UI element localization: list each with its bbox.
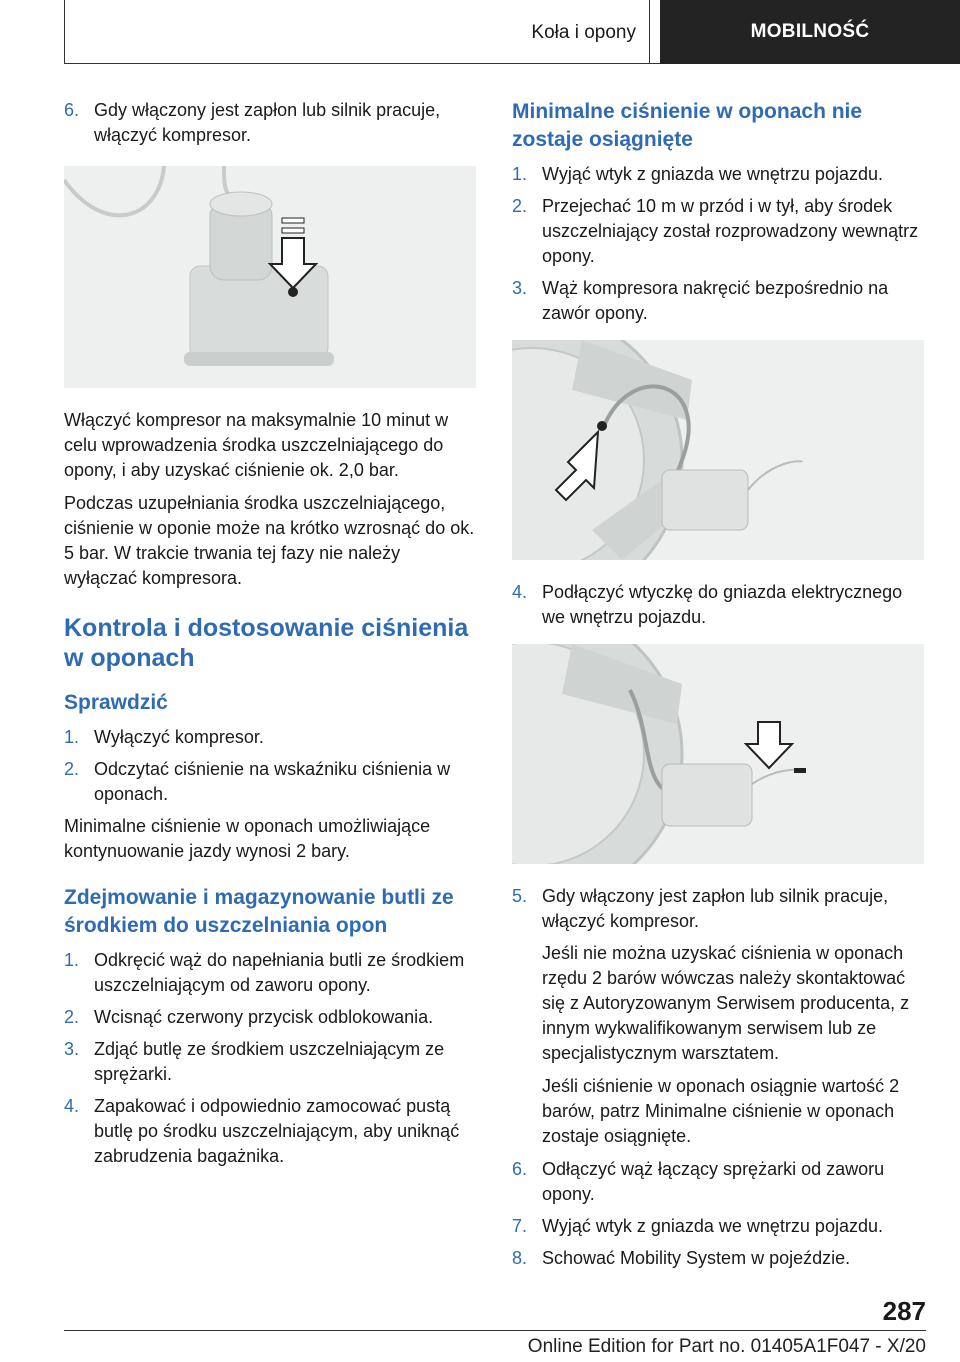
figure-plug-to-socket xyxy=(512,644,924,864)
step-text: Wyjąć wtyk z gniazda we wnętrzu pojazdu. xyxy=(542,1216,883,1236)
min-step-5 xyxy=(512,884,924,934)
step-number: 6. xyxy=(64,100,80,120)
compressor-illustration xyxy=(64,166,476,388)
step-text: Wyłączyć kompresor. xyxy=(94,727,264,747)
paragraph-compressor-time: Włączyć kompresor na maksymalnie 10 minut w celu wprowadzenia środka uszczelniającego do opony, i aby uzyskać ciśnienie ok. 2,0 bar. xyxy=(64,410,449,480)
check-step-2 xyxy=(64,757,476,807)
min-step-3 xyxy=(512,276,924,326)
step-number: 7. xyxy=(512,1216,528,1236)
right-column xyxy=(512,98,924,1278)
step-number: 8. xyxy=(512,1248,528,1268)
heading-check: Sprawdzić xyxy=(64,691,168,714)
step-text: Zdjąć butlę ze środkiem uszczelniającym ze sprężarki. xyxy=(94,1039,445,1084)
step-number: 4. xyxy=(512,582,528,602)
step-text: Gdy włączony jest zapłon lub silnik pracuje, włączyć kompresor. xyxy=(542,886,889,931)
remove-step-1 xyxy=(64,948,476,998)
heading-remove-bottle: Zdejmowanie i magazynowanie butli ze środkiem do uszczelniania opon xyxy=(64,886,454,937)
step-text: Podłączyć wtyczkę do gniazda elektrycznego we wnętrzu pojazdu. xyxy=(542,582,903,627)
remove-step-2 xyxy=(64,1005,476,1030)
header-chapter-tab: MOBILNOŚĆ xyxy=(660,0,960,64)
step-6-left xyxy=(64,98,476,148)
figure-compressor xyxy=(64,166,476,388)
step-number: 6. xyxy=(512,1159,528,1179)
hose-valve-illustration xyxy=(512,340,924,560)
paragraph-min-pressure: Minimalne ciśnienie w oponach umożliwiające kontynuowanie jazdy wynosi 2 bary. xyxy=(64,816,431,861)
footer-edition: Online Edition for Part no. 01405A1F047 - X/20 xyxy=(527,1336,926,1357)
step-text: Wąż kompresora nakręcić bezpośrednio na zawór opony. xyxy=(542,278,889,323)
step-number: 2. xyxy=(512,196,528,216)
step-text: Odkręcić wąż do napełniania butli ze środkiem uszczelniającym od zaworu opony. xyxy=(94,950,465,995)
step-5-note-contact-service: Jeśli nie można uzyskać ciśnienia w oponach rzędu 2 barów wówczas należy skontaktować się z Autoryzowanym Serwisem producenta, z innym wykwalifikowanym serwisem lub ze specjalistycznym warsztatem. xyxy=(542,943,910,1063)
figure-hose-to-valve xyxy=(512,340,924,560)
heading-control-pressure: Kontrola i dostosowanie ciśnienia w oponach xyxy=(64,614,469,672)
footer-rule xyxy=(64,1330,926,1331)
step-text: Wcisnąć czerwony przycisk odblokowania. xyxy=(94,1007,434,1027)
header-section-title: Koła i opony xyxy=(531,22,636,43)
min-step-2 xyxy=(512,194,924,269)
min-step-7 xyxy=(512,1214,924,1239)
step-text: Gdy włączony jest zapłon lub silnik pracuje, włączyć kompresor. xyxy=(94,100,441,145)
header-bottom-rule xyxy=(64,63,660,64)
remove-step-3 xyxy=(64,1037,476,1087)
step-text: Odłączyć wąż łączący sprężarki od zaworu opony. xyxy=(542,1159,885,1204)
step-number: 2. xyxy=(64,1007,80,1027)
step-text: Odczytać ciśnienie na wskaźniku ciśnienia w oponach. xyxy=(94,759,451,804)
check-step-1 xyxy=(64,725,476,750)
step-text: Schować Mobility System w pojeździe. xyxy=(542,1248,851,1268)
header-divider xyxy=(649,0,650,64)
page-number: 287 xyxy=(882,1296,926,1326)
step-number: 1. xyxy=(512,164,528,184)
step-number: 5. xyxy=(512,886,528,906)
step-text: Wyjąć wtyk z gniazda we wnętrzu pojazdu. xyxy=(542,164,883,184)
step-number: 1. xyxy=(64,950,80,970)
min-step-4 xyxy=(512,580,924,630)
heading-min-pressure-not-reached: Minimalne ciśnienie w oponach nie zostaje osiągnięte xyxy=(512,100,863,151)
remove-step-4 xyxy=(64,1094,476,1169)
plug-socket-illustration xyxy=(512,644,924,864)
min-step-8 xyxy=(512,1246,924,1271)
step-number: 1. xyxy=(64,727,80,747)
min-step-6 xyxy=(512,1157,924,1207)
step-number: 3. xyxy=(512,278,528,298)
step-number: 3. xyxy=(64,1039,80,1059)
step-number: 4. xyxy=(64,1096,80,1116)
min-step-1 xyxy=(512,162,924,187)
step-5-note-pressure-reached: Jeśli ciśnienie w oponach osiągnie wartość 2 barów, patrz Minimalne ciśnienie w oponach zostaje osiągnięte. xyxy=(542,1076,900,1146)
step-text: Przejechać 10 m w przód i w tył, aby środek uszczelniający został rozprowadzony wewnątrz opony. xyxy=(542,196,919,266)
step-number: 2. xyxy=(64,759,80,779)
left-column xyxy=(64,98,476,1176)
step-text: Zapakować i odpowiednio zamocować pustą butlę po środku uszczelniającym, aby uniknąć zabrudzenia bagażnika. xyxy=(94,1096,460,1166)
paragraph-pressure-rise: Podczas uzupełniania środka uszczelniającego, ciśnienie w oponie może na krótko wzrosnąć do ok. 5 bar. W trakcie trwania tej fazy nie należy wyłączać kompresora. xyxy=(64,493,475,588)
